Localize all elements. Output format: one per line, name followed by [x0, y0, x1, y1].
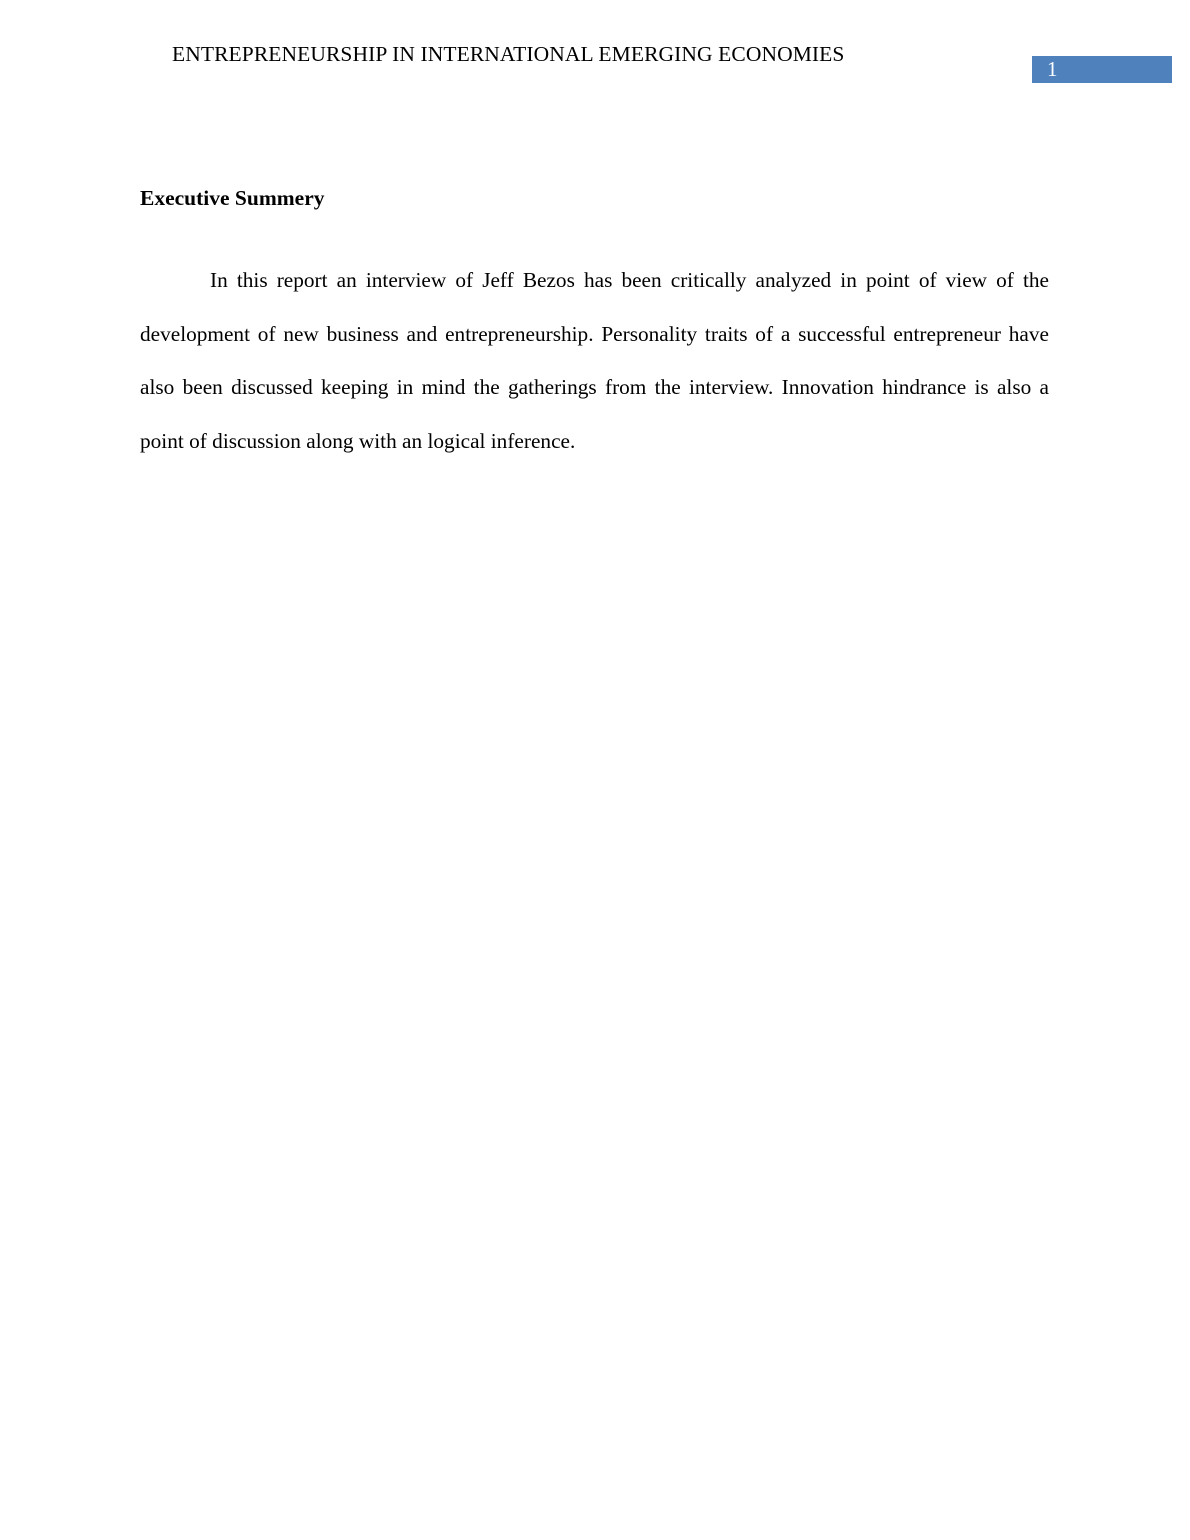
- running-head: ENTREPRENEURSHIP IN INTERNATIONAL EMERGING ECONOMIES: [172, 42, 845, 66]
- summary-paragraph: In this report an interview of Jeff Bezos has been critically analyzed in point of view of the development of new business and entrepreneurship. Personality traits of a successful entrepreneur have also been discussed keeping in mind the gatherings from the interview. Innovation hindrance is also a point of discussion along with an logical inference.: [140, 268, 1049, 454]
- page-number: 1: [1047, 57, 1058, 81]
- section-heading: Executive Summery: [140, 186, 325, 210]
- page-number-badge: [1032, 56, 1172, 83]
